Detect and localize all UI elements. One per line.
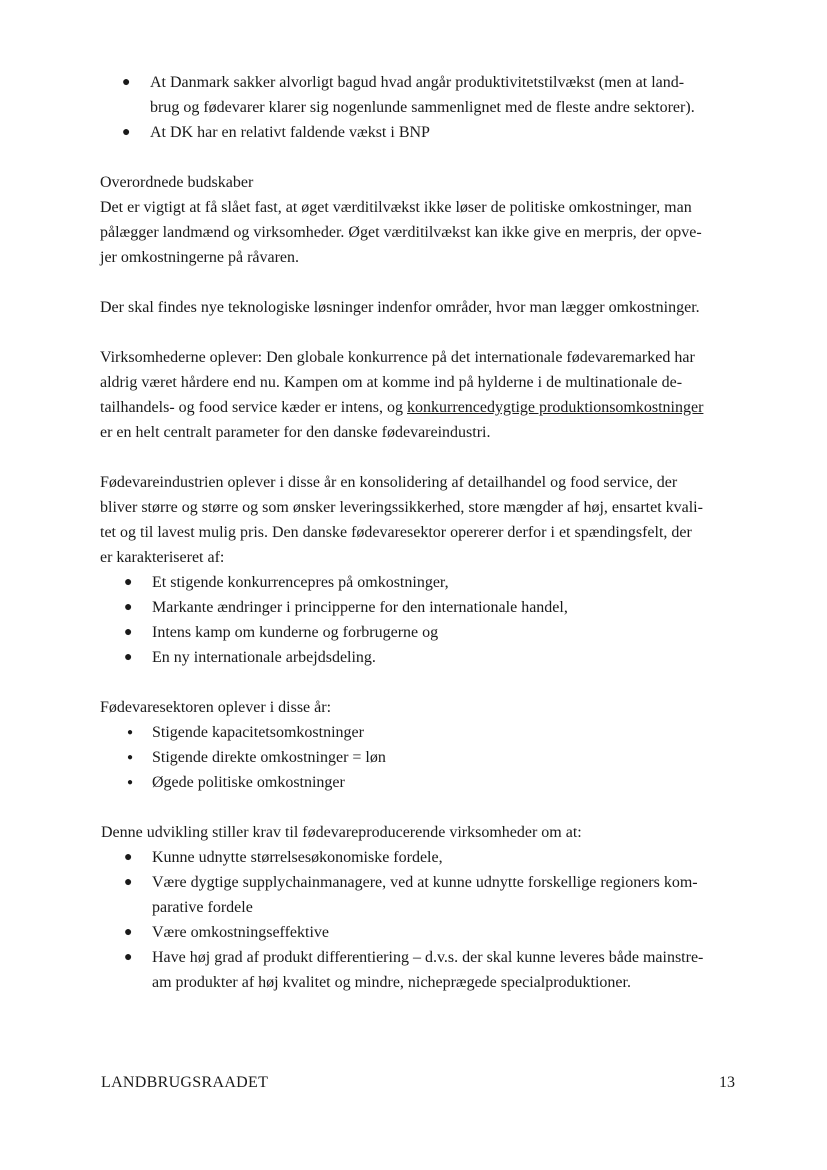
underlined-phrase: konkurrencedygtige produktionsomkostninger — [407, 399, 704, 416]
para4-bullet-4: En ny internationale arbejdsdeling. — [152, 649, 376, 666]
para5-bullet-3: Øgede politiske omkostninger — [152, 774, 345, 791]
para4-bullet-2: Markante ændringer i principperne for den internationale handel, — [152, 599, 568, 616]
para3-line-3-text: tailhandels- og food service kæder er intens, og — [100, 399, 408, 416]
para6-bullet-1: Kunne udnytte størrelsesøkonomiske fordele, — [152, 849, 443, 866]
bullet-marker: ● — [124, 650, 133, 665]
para3-line-4: er en helt centralt parameter for den danske fødevareindustri. — [100, 424, 491, 441]
bullet-marker: ● — [124, 925, 133, 940]
intro-bullet-2-line-1: At DK har en relativt faldende vækst i BNP — [150, 124, 430, 141]
bullet-marker: ● — [124, 875, 133, 890]
para5-heading: Fødevaresektoren oplever i disse år: — [100, 699, 332, 716]
para4-line-3: tet og til lavest mulig pris. Den danske fødevaresektor opererer derfor i et spændingsfelt, der — [100, 524, 692, 541]
bullet-marker: ● — [127, 777, 134, 788]
para6-bullet-2-line-2: parative fordele — [152, 899, 253, 916]
para3-line-2: aldrig været hårdere end nu. Kampen om at komme ind på hylderne i de multinationale de- — [100, 374, 683, 391]
para6-bullet-4-line-2: am produkter af høj kvalitet og mindre, nicheprægede specialproduktioner. — [152, 974, 631, 991]
para3-line-1: Virksomhederne oplever: Den globale konkurrence på det internationale fødevaremarked har — [100, 349, 695, 366]
para3-line-3 — [100, 398, 703, 418]
para4-line-1: Fødevareindustrien oplever i disse år en konsolidering af detailhandel og food service, der — [100, 474, 678, 491]
page-number: 13 — [719, 1074, 735, 1091]
bullet-marker: ● — [124, 575, 133, 590]
para4-line-4: er karakteriseret af: — [100, 549, 225, 566]
bullet-marker: ● — [122, 75, 131, 90]
para6-bullet-3: Være omkostningseffektive — [152, 924, 330, 941]
para6-bullet-2-line-1: Være dygtige supplychainmanagere, ved at kunne udnytte forskellige regioners kom- — [152, 874, 698, 891]
para6-bullet-4-line-1: Have høj grad af produkt differentiering – d.v.s. der skal kunne leveres både mainstre- — [152, 949, 704, 966]
para1-line-1: Det er vigtigt at få slået fast, at øget værditilvækst ikke løser de politiske omkostninger, man — [100, 199, 692, 216]
bullet-marker: ● — [124, 850, 133, 865]
para6-heading: Denne udvikling stiller krav til fødevareproducerende virksomheder om at: — [101, 824, 582, 841]
para4-bullet-3: Intens kamp om kunderne og forbrugerne og — [152, 624, 439, 641]
para5-bullet-2: Stigende direkte omkostninger = løn — [152, 749, 386, 766]
section-heading: Overordnede budskaber — [100, 174, 254, 191]
bullet-marker: ● — [124, 625, 133, 640]
para1-line-3: jer omkostningerne på råvaren. — [100, 249, 300, 266]
para4-bullet-1: Et stigende konkurrencepres på omkostninger, — [152, 574, 449, 591]
intro-bullet-1-line-1: At Danmark sakker alvorligt bagud hvad angår produktivitetstilvækst (men at land- — [150, 74, 685, 91]
para2-line-1: Der skal findes nye teknologiske løsninger indenfor områder, hvor man lægger omkostninger. — [100, 299, 700, 316]
bullet-marker: ● — [122, 125, 131, 140]
para5-bullet-1: Stigende kapacitetsomkostninger — [152, 724, 364, 741]
bullet-marker: ● — [127, 727, 134, 738]
bullet-marker: ● — [124, 950, 133, 965]
para1-line-2: pålægger landmænd og virksomheder. Øget værditilvækst kan ikke give en merpris, der opve- — [100, 224, 702, 241]
bullet-marker: ● — [127, 752, 134, 763]
footer-organization: LANDBRUGSRAADET — [101, 1074, 269, 1091]
bullet-marker: ● — [124, 600, 133, 615]
para4-line-2: bliver større og større og som ønsker leveringssikkerhed, store mængder af høj, ensartet kvali- — [100, 499, 703, 516]
intro-bullet-1-line-2: brug og fødevarer klarer sig nogenlunde sammenlignet med de fleste andre sektorer). — [150, 99, 695, 116]
